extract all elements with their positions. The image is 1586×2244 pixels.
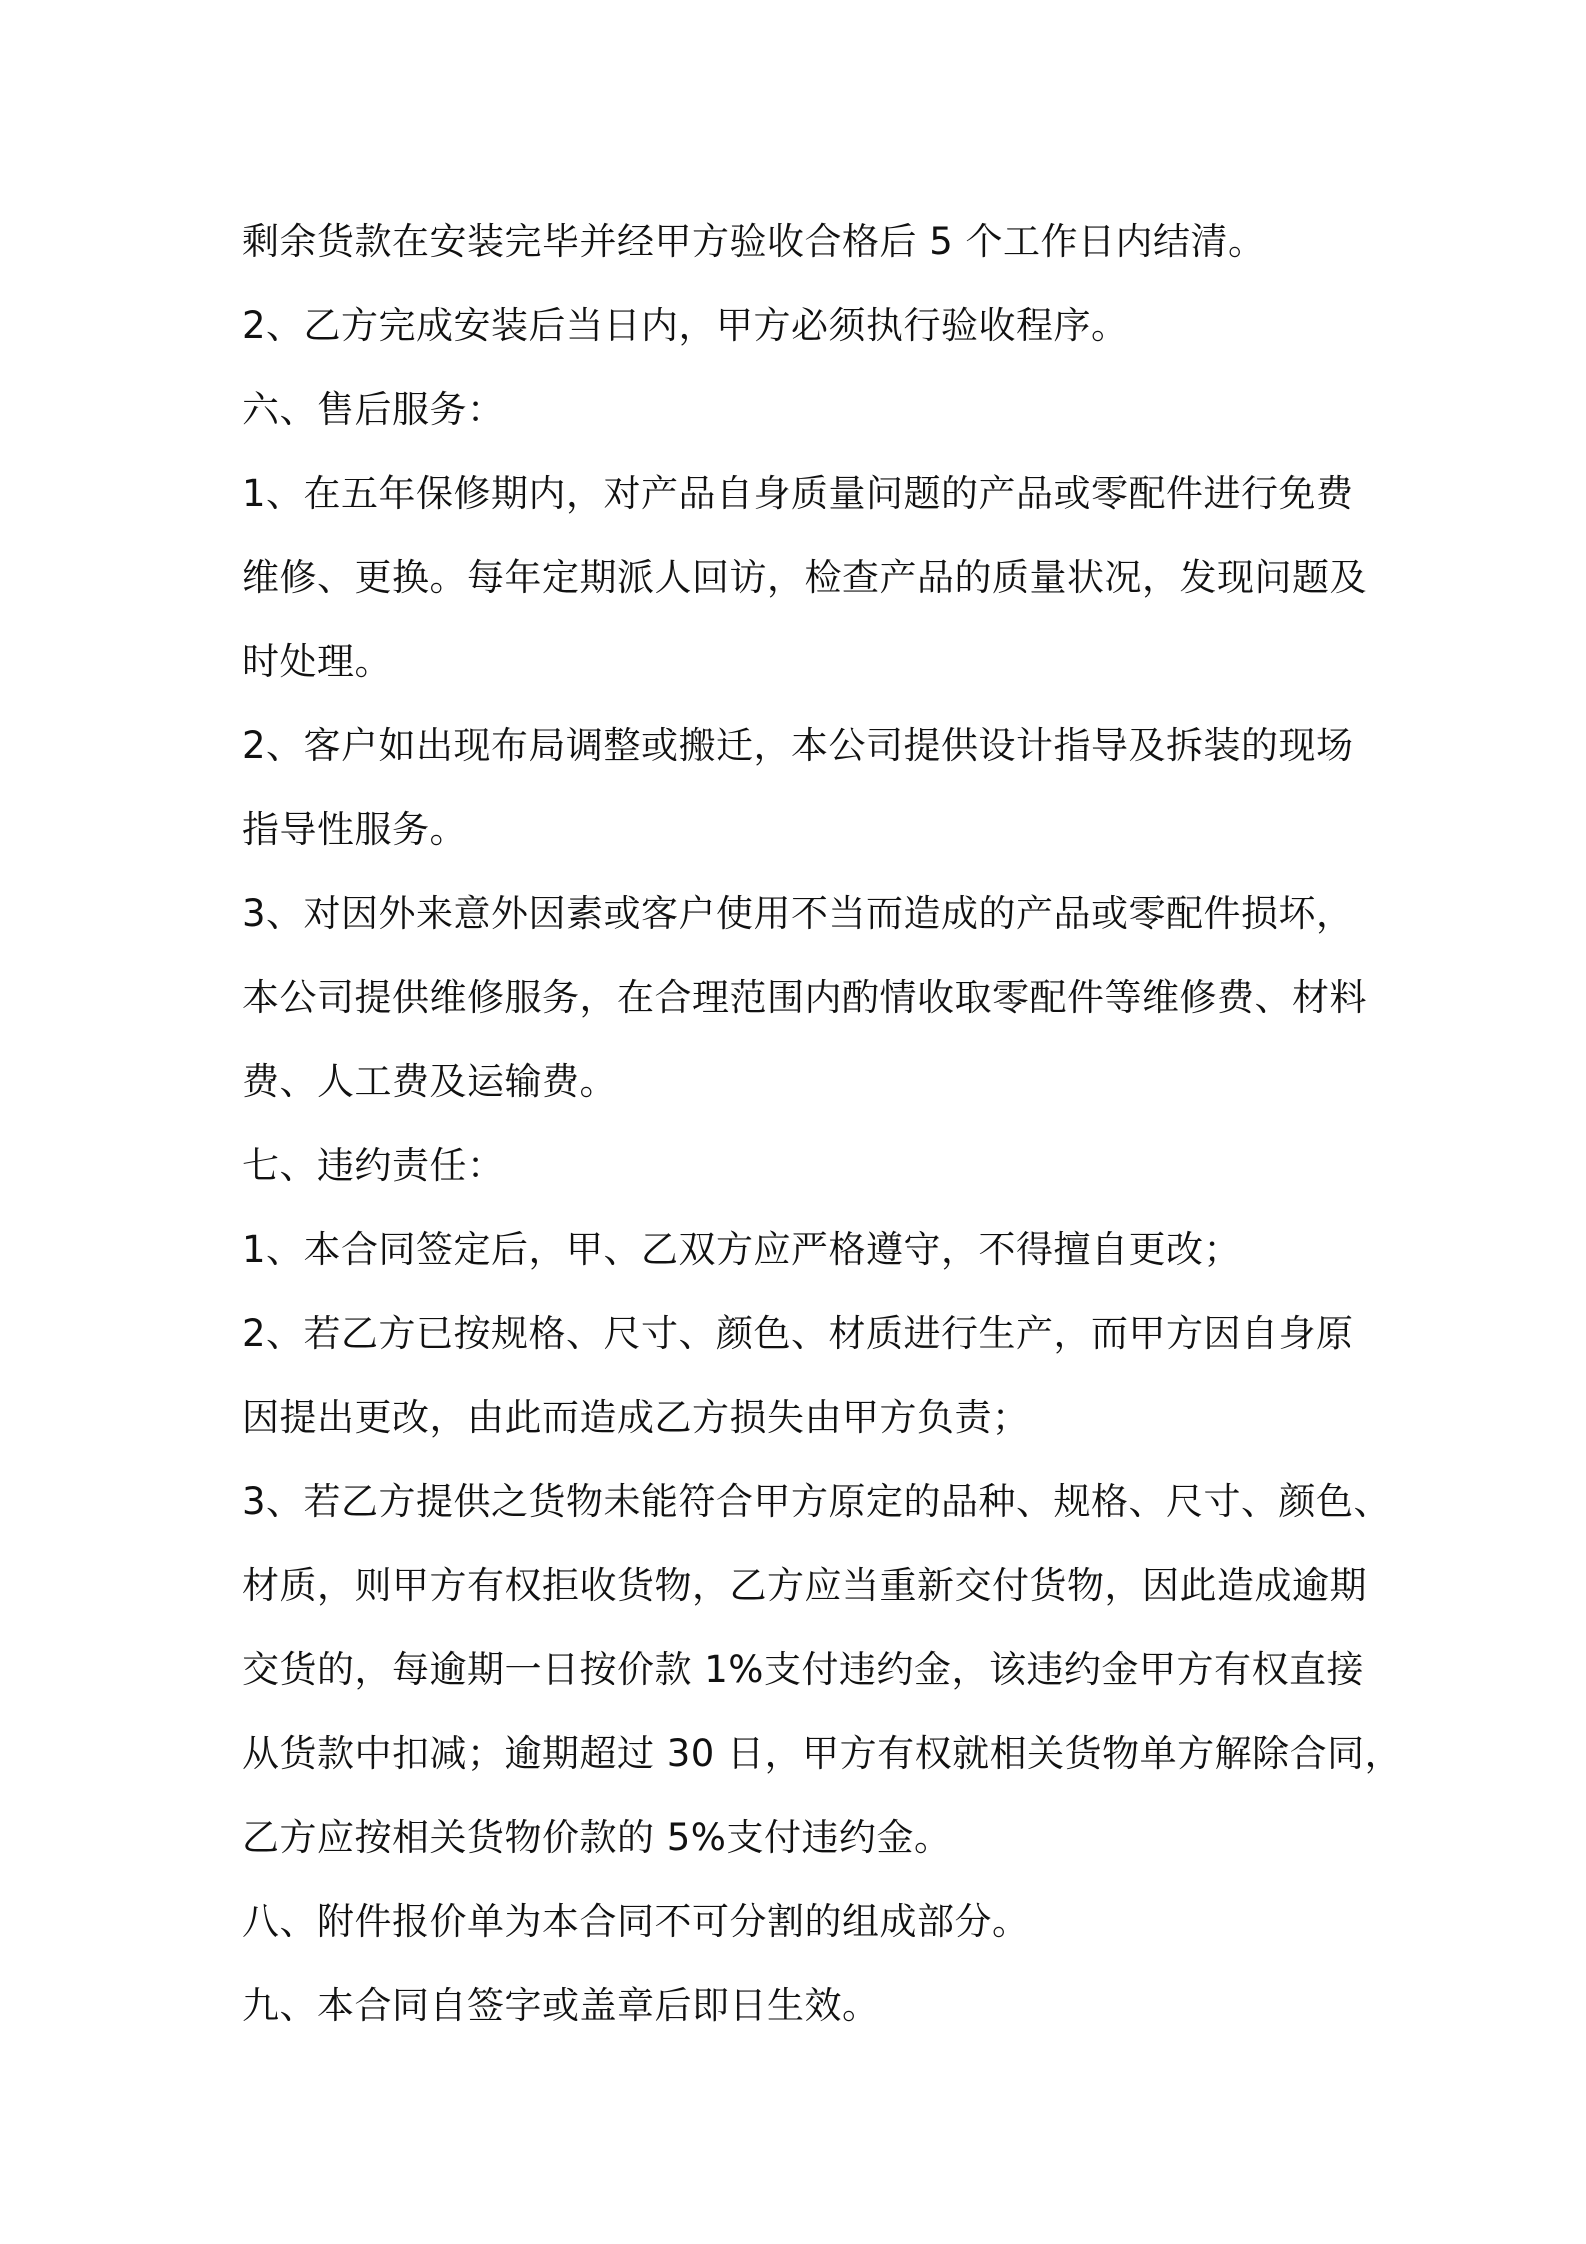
document-body [242,200,1403,2048]
text-line: 交货的，每逾期一日按价款 1%支付违约金，该违约金甲方有权直接 [242,1648,1364,1691]
text-line: 从货款中扣减；逾期超过 30 日，甲方有权就相关货物单方解除合同， [242,1732,1403,1775]
text-line: 乙方应按相关货物价款的 5%支付违约金。 [242,1816,952,1859]
text-line: 指导性服务。 [242,808,467,851]
text-line: 时处理。 [242,640,392,683]
text-line: 材质，则甲方有权拒收货物，乙方应当重新交付货物，因此造成逾期 [242,1564,1367,1607]
text-line: 3、若乙方提供之货物未能符合甲方原定的品种、规格、尺寸、颜色、 [242,1480,1392,1523]
text-line: 因提出更改，由此而造成乙方损失由甲方负责； [242,1396,1030,1439]
text-line: 2、客户如出现布局调整或搬迁，本公司提供设计指导及拆装的现场 [242,724,1354,767]
text-line: 2、乙方完成安装后当日内，甲方必须执行验收程序。 [242,304,1129,347]
text-line: 本公司提供维修服务，在合理范围内酌情收取零配件等维修费、材料 [242,976,1367,1019]
text-line: 维修、更换。每年定期派人回访，检查产品的质量状况，发现问题及 [242,556,1367,599]
section-heading: 八、附件报价单为本合同不可分割的组成部分。 [242,1900,1030,1943]
text-line: 2、若乙方已按规格、尺寸、颜色、材质进行生产，而甲方因自身原 [242,1312,1354,1355]
text-line: 剩余货款在安装完毕并经甲方验收合格后 5 个工作日内结清。 [242,220,1266,263]
text-line: 1、在五年保修期内，对产品自身质量问题的产品或零配件进行免费 [242,472,1354,515]
text-line: 1、本合同签定后，甲、乙双方应严格遵守，不得擅自更改； [242,1228,1242,1271]
section-heading: 七、违约责任： [242,1144,505,1187]
section-heading: 六、售后服务： [242,388,505,431]
text-line: 费、人工费及运输费。 [242,1060,617,1103]
section-heading: 九、本合同自签字或盖章后即日生效。 [242,1984,880,2027]
text-line: 3、对因外来意外因素或客户使用不当而造成的产品或零配件损坏， [242,892,1354,935]
